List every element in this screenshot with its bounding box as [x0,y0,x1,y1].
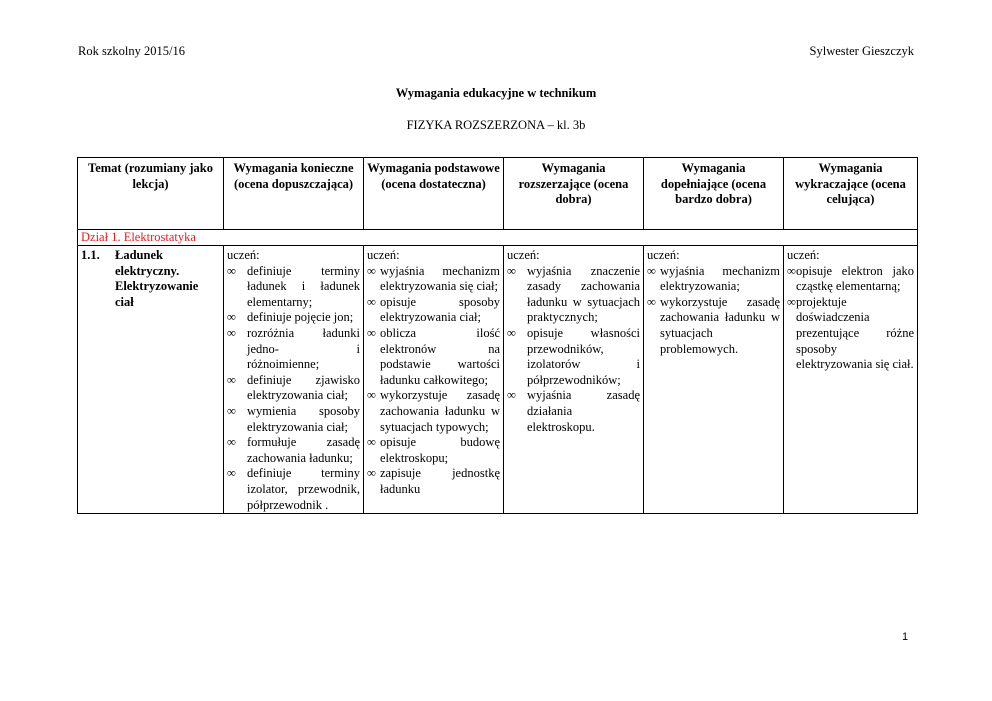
column-header-konieczne: Wymagania konieczne (ocena dopuszczająca) [224,158,364,230]
rozszerzajace-cell [504,246,644,514]
list-item: ∞ projektuje doświadczenia prezentujące różne sposoby elektryzowania się ciał. [787,295,914,373]
topic-number: 1.1. [81,248,100,262]
header-author: Sylwester Gieszczyk [809,44,914,58]
cell-intro: uczeń: [507,248,540,262]
list-item: ∞ opisuje elektron jako cząstkę elementarną; [787,264,914,295]
list-item: ∞ oblicza ilość elektronów na podstawie wartości ładunku całkowitego; [367,326,500,388]
column-header-rozszerzajace: Wymagania rozszerzające (ocena dobra) [504,158,644,230]
list-item: ∞ opisuje budowę elektroskopu; [367,435,500,466]
list-item: ∞ definiuje pojęcie jon; [227,310,360,326]
column-header-wykraczajace: Wymagania wykraczające (ocena celująca) [784,158,918,230]
column-header-topic: Temat (rozumiany jako lekcja) [78,158,224,230]
list-item: ∞ wymienia sposoby elektryzowania ciał; [227,404,360,435]
column-header-dopelniajace: Wymagania dopełniające (ocena bardzo dobra) [644,158,784,230]
list-item: ∞ definiuje terminy ładunek i ładunek elementarny; [227,264,360,311]
list-item: ∞ wykorzystuje zasadę zachowania ładunku w sytuacjach typowych; [367,388,500,435]
cell-intro: uczeń: [647,248,680,262]
cell-intro: uczeń: [367,248,400,262]
requirements-table [77,157,918,514]
topic-title: Ładunek elektryczny. Elektryzowanie ciał [115,248,199,309]
list-item: ∞ definiuje zjawisko elektryzowania ciał; [227,373,360,404]
dopelniajace-cell [644,246,784,514]
topic-cell [78,246,224,514]
list-item: ∞ opisuje własności przewodników, izolatorów i półprzewodników; [507,326,640,388]
table-header-row [78,158,918,230]
document-subtitle: FIZYKA ROZSZERZONA – kl. 3b [406,118,586,132]
list-item: ∞ formułuje zasadę zachowania ładunku; [227,435,360,466]
table-row [78,246,918,514]
header-school-year: Rok szkolny 2015/16 [78,44,185,58]
section-row [78,230,918,246]
list-item: ∞ definiuje terminy izolator, przewodnik, półprzewodnik . [227,466,360,513]
konieczne-cell [224,246,364,514]
wykraczajace-cell [784,246,918,514]
list-item: ∞ rozróżnia ładunki jedno- i różnoimienne; [227,326,360,373]
page-number: 1 [902,631,909,643]
list-item: ∞ opisuje sposoby elektryzowania ciał; [367,295,500,326]
list-item: ∞ wyjaśnia mechanizm elektryzowania się ciał; [367,264,500,295]
cell-intro: uczeń: [787,248,820,262]
list-item: ∞ wyjaśnia znaczenie zasady zachowania ładunku w sytuacjach praktycznych; [507,264,640,326]
cell-intro: uczeń: [227,248,260,262]
section-title: Dział 1. Elektrostatyka [78,230,918,246]
list-item: ∞ wyjaśnia mechanizm elektryzowania; [647,264,780,295]
podstawowe-cell [364,246,504,514]
document-title: Wymagania edukacyjne w technikum [395,86,597,100]
column-header-podstawowe: Wymagania podstawowe (ocena dostateczna) [364,158,504,230]
list-item: ∞ zapisuje jednostkę ładunku [367,466,500,497]
list-item: ∞ wyjaśnia zasadę działania elektroskopu. [507,388,640,435]
list-item: ∞ wykorzystuje zasadę zachowania ładunku w sytuacjach problemowych. [647,295,780,357]
